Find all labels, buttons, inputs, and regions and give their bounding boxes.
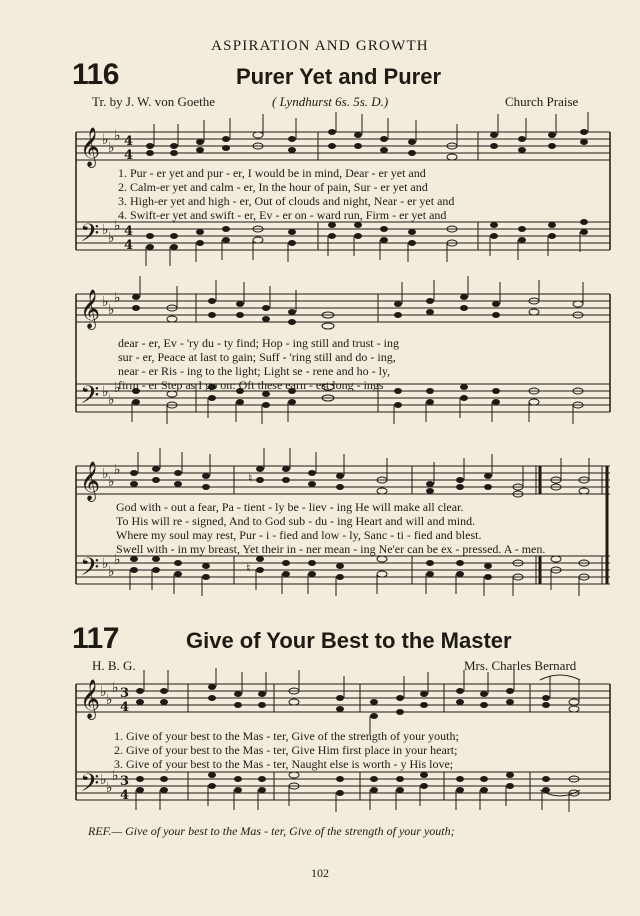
- svg-text:♭: ♭: [108, 230, 115, 246]
- treble-clef-icon: 𝄞: [80, 127, 101, 167]
- svg-text:4: 4: [124, 134, 134, 149]
- page-number: 102: [311, 866, 329, 880]
- lyric-line: God with - out a fear, Pa - tient - ly be - liev - ing He will make all clear.: [116, 500, 464, 514]
- lyric-line: 2. Calm-er yet and calm - er, In the hour of pain, Sur - er yet and: [118, 180, 428, 194]
- hymn-title: Give of Your Best to the Master: [186, 628, 512, 653]
- svg-text:♭: ♭: [114, 462, 121, 478]
- svg-text:♭: ♭: [102, 222, 109, 238]
- verse-line: 2. Give of your best to the Mas - ter, Give Him first place in your heart;: [114, 743, 458, 757]
- svg-text:4: 4: [124, 224, 134, 239]
- lyric-line: 4. Swift-er yet and swift - er, Ev - er on - ward run, Firm - er yet and: [118, 208, 447, 222]
- verse-line: 3. Give of your best to the Mas - ter, Naught else is worth - y His love;: [114, 757, 454, 771]
- hymn-tune: ( Lyndhurst 6s. 5s. D.): [272, 94, 389, 109]
- svg-text:♭: ♭: [102, 466, 109, 482]
- svg-text:4: 4: [124, 238, 134, 253]
- treble-clef-icon: 𝄞: [80, 289, 101, 329]
- lyric-line: sur - er, Peace at last to gain; Suff - 'ring still and do - ing,: [118, 350, 396, 364]
- svg-text:♭: ♭: [108, 140, 115, 156]
- lyric-line: near - er Ris - ing to the light; Light se - rene and ho - ly,: [118, 364, 391, 378]
- svg-text:♭: ♭: [108, 392, 115, 408]
- lyric-line: Swell with - in my breast, Yet their in - ner mean - ing Ne'er can be ex - pressed. A - men.: [116, 542, 546, 556]
- svg-text:4: 4: [124, 148, 134, 163]
- svg-text:4: 4: [120, 700, 130, 715]
- svg-text:♭: ♭: [100, 772, 107, 788]
- svg-text:♭: ♭: [114, 380, 121, 396]
- svg-text:♮: ♮: [248, 471, 253, 485]
- svg-text:♭: ♭: [106, 692, 113, 708]
- svg-text:3: 3: [120, 774, 130, 789]
- hymn-composer: Church Praise: [505, 94, 579, 109]
- svg-text:♭: ♭: [102, 384, 109, 400]
- hymn-author: Tr. by J. W. von Goethe: [92, 94, 216, 109]
- bass-clef-icon: 𝄢: [80, 381, 100, 416]
- svg-text:♭: ♭: [114, 290, 121, 306]
- bass-clef-icon: 𝄢: [80, 219, 100, 254]
- svg-text:4: 4: [120, 788, 130, 803]
- hymn-composer: Mrs. Charles Bernard: [464, 658, 577, 673]
- hymn-author: H. B. G.: [92, 658, 136, 673]
- verse-line: 1. Give of your best to the Mas - ter, Give of the strength of your youth;: [114, 729, 459, 743]
- refrain-line: REF.— Give of your best to the Mas - ter, Give of the strength of your youth;: [88, 824, 455, 838]
- lyric-line: dear - er, Ev - 'ry du - ty find; Hop - ing still and trust - ing: [118, 336, 399, 350]
- svg-text:♭: ♭: [100, 684, 107, 700]
- svg-text:♭: ♭: [114, 552, 121, 568]
- treble-clef-icon: 𝄞: [80, 679, 101, 719]
- bass-clef-icon: 𝄢: [80, 769, 100, 804]
- svg-text:3: 3: [120, 686, 130, 701]
- hymn-title: Purer Yet and Purer: [236, 64, 442, 89]
- lyric-line: To His will re - signed, And to God sub - du - ing Heart and will and mind.: [116, 514, 476, 528]
- svg-text:♭: ♭: [112, 680, 119, 696]
- lyric-line: 3. High-er yet and high - er, Out of clouds and night, Near - er yet and: [118, 194, 455, 208]
- lyric-line: Where my soul may rest, Pur - i - fied and low - ly, Sanc - ti - fied and blest.: [116, 528, 482, 542]
- svg-text:♭: ♭: [114, 218, 121, 234]
- svg-text:♭: ♭: [102, 294, 109, 310]
- svg-text:♭: ♭: [114, 128, 121, 144]
- lyric-line: 1. Pur - er yet and pur - er, I would be in mind, Dear - er yet and: [118, 166, 426, 180]
- svg-text:♭: ♭: [106, 780, 113, 796]
- hymn-number: 117: [72, 622, 119, 655]
- bass-clef-icon: 𝄢: [80, 553, 100, 588]
- hymn-number: 116: [72, 58, 119, 91]
- svg-text:♮: ♮: [246, 561, 251, 575]
- svg-text:♭: ♭: [108, 302, 115, 318]
- svg-text:♭: ♭: [112, 768, 119, 784]
- lyric-line: firm - er Step as I go on: Oft these earn - est long - ings: [118, 378, 384, 392]
- treble-clef-icon: 𝄞: [80, 461, 101, 501]
- svg-text:♭: ♭: [102, 556, 109, 572]
- svg-text:♭: ♭: [108, 564, 115, 580]
- svg-text:♭: ♭: [102, 132, 109, 148]
- svg-text:♭: ♭: [108, 474, 115, 490]
- section-heading: ASPIRATION AND GROWTH: [211, 38, 429, 54]
